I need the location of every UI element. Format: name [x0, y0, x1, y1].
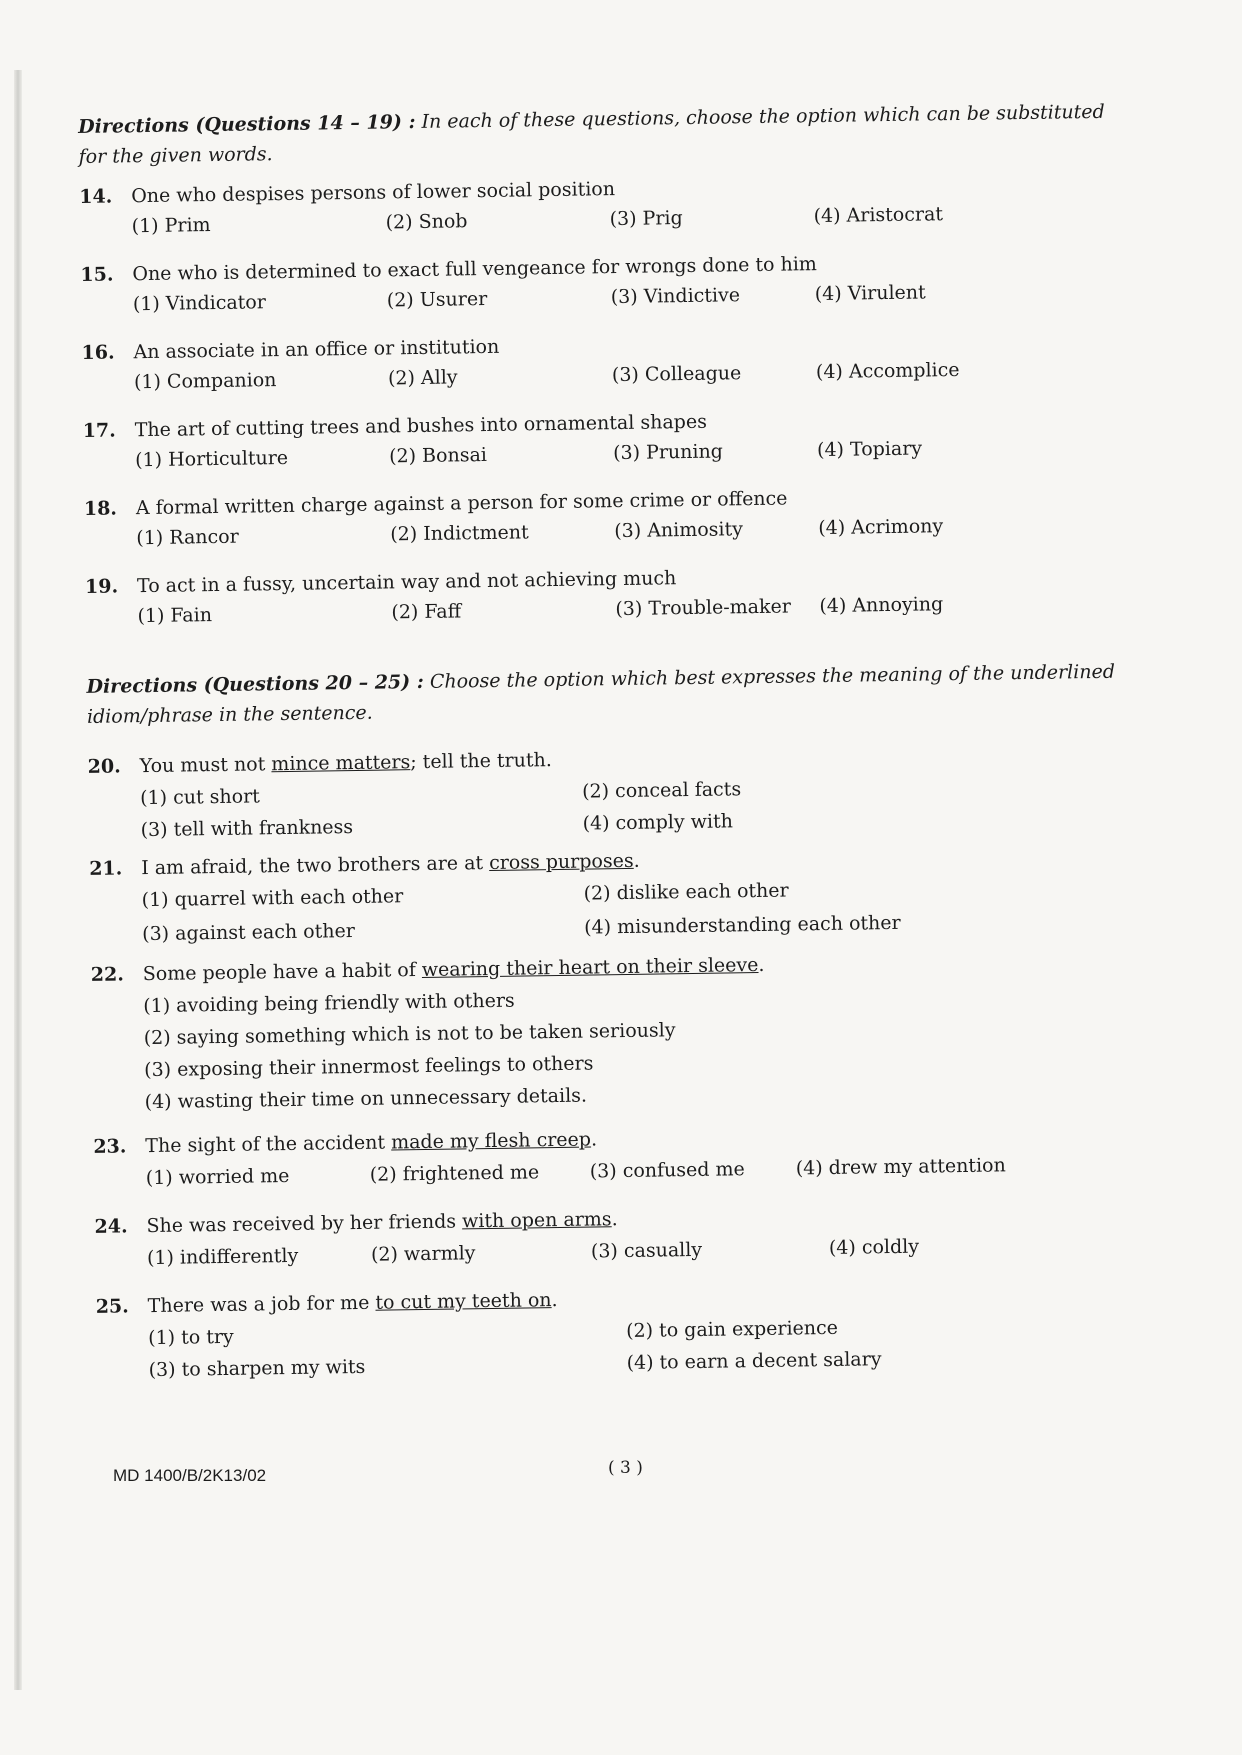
- question-number: 14.: [79, 185, 113, 208]
- option-2: (2) warmly: [370, 1242, 476, 1266]
- directions-heading: Directions (Questions 20 – 25) :: [86, 670, 424, 698]
- question-20: [87, 741, 1128, 842]
- question-number: 16.: [81, 341, 115, 364]
- question-19: [84, 561, 1125, 628]
- option-3: (3) to sharpen my wits: [148, 1355, 366, 1382]
- option-1: (1) cut short: [140, 785, 260, 810]
- option-4: (4) to earn a decent salary: [626, 1348, 882, 1374]
- option-4: (4) Aristocrat: [813, 203, 944, 228]
- underlined-phrase: made my flesh creep: [390, 1128, 592, 1154]
- option-2: (2) to gain experience: [625, 1316, 839, 1343]
- option-4: (4) drew my attention: [795, 1154, 1006, 1180]
- question-21: [89, 842, 1129, 946]
- option-3: (3) casually: [590, 1238, 703, 1263]
- question-number: 25.: [95, 1295, 129, 1318]
- binding-shadow: [14, 70, 22, 1690]
- option-4: (4) coldly: [828, 1235, 920, 1259]
- option-2: (2) Indictment: [390, 521, 529, 546]
- option-3: (3) Pruning: [612, 440, 724, 465]
- option-1: (1) Rancor: [136, 525, 239, 550]
- underlined-phrase: mince matters: [271, 751, 411, 776]
- underlined-phrase: to cut my teeth on: [375, 1289, 552, 1314]
- option-1: (1) worried me: [145, 1164, 290, 1190]
- option-2: (2) Ally: [387, 366, 458, 390]
- question-24: [94, 1200, 1134, 1270]
- option-4: (4) comply with: [582, 810, 734, 835]
- option-3: (3) Prig: [609, 207, 683, 231]
- option-2: (2) conceal facts: [581, 778, 742, 803]
- question-text: One who is determined to exact full vengeance for wrongs done to him: [132, 253, 818, 286]
- question-text: I am afraid, the two brothers are at cross purposes.: [141, 849, 640, 880]
- option-3: (3) Trouble-maker: [615, 595, 792, 621]
- option-4: (4) Virulent: [814, 281, 926, 306]
- option-4: (4) misunderstanding each other: [583, 911, 901, 939]
- question-number: 18.: [83, 497, 118, 520]
- option-2: (2) dislike each other: [583, 879, 789, 905]
- question-sheet: [78, 96, 1128, 1382]
- option-2: (2) Bonsai: [388, 443, 488, 468]
- question-text: There was a job for me to cut my teeth on.: [147, 1289, 558, 1318]
- option-1: (1) Prim: [131, 214, 211, 238]
- question-number: 20.: [87, 755, 121, 778]
- question-text: Some people have a habit of wearing their heart on their sleeve.: [142, 953, 765, 986]
- option-4: (4) Acrimony: [818, 515, 944, 540]
- option-4: (4) Annoying: [819, 593, 944, 618]
- directions-block: [86, 657, 1127, 732]
- option-1: (1) Companion: [133, 369, 277, 394]
- question-number: 24.: [94, 1215, 128, 1238]
- question-number: 17.: [82, 419, 116, 442]
- question-number: 15.: [80, 263, 114, 286]
- option-2: (2) Snob: [385, 210, 468, 234]
- question-text: You must not mince matters; tell the truth.: [139, 749, 552, 778]
- option-3: (3) Animosity: [614, 518, 744, 543]
- page-number: ( 3 ): [608, 1458, 643, 1478]
- question-17: [82, 405, 1123, 472]
- question-text: The art of cutting trees and bushes into ornamental shapes: [134, 410, 708, 442]
- option-3: (3) exposing their innermost feelings to others: [144, 1052, 594, 1082]
- option-2: (2) Faff: [391, 600, 462, 624]
- directions-text: Choose the option which best expresses the meaning of the underlined idiom/phrase in the sentence.: [86, 660, 1116, 728]
- question-16: [81, 327, 1121, 394]
- directions-block: [78, 97, 1119, 172]
- question-22: [90, 948, 1131, 1114]
- question-number: 19.: [84, 575, 119, 598]
- option-2: (2) frightened me: [369, 1161, 540, 1186]
- underlined-phrase: wearing their heart on their sleeve: [421, 954, 759, 981]
- question-text: She was received by her friends with open arms.: [146, 1208, 618, 1238]
- directions-heading: Directions (Questions 14 – 19) :: [78, 110, 416, 138]
- option-3: (3) Vindictive: [610, 284, 741, 309]
- question-25: [95, 1280, 1136, 1382]
- option-1: (1) avoiding being friendly with others: [143, 989, 515, 1018]
- underlined-phrase: with open arms: [461, 1208, 612, 1233]
- option-4: (4) Accomplice: [815, 358, 960, 384]
- question-number: 22.: [90, 963, 125, 986]
- question-text: The sight of the accident made my flesh creep.: [145, 1128, 598, 1158]
- question-15: [80, 249, 1120, 316]
- underlined-phrase: cross purposes: [488, 849, 634, 874]
- option-2: (2) saying something which is not to be taken seriously: [143, 1019, 676, 1050]
- question-text: To act in a fussy, uncertain way and not achieving much: [136, 567, 677, 598]
- option-1: (1) Vindicator: [132, 291, 267, 316]
- option-2: (2) Usurer: [386, 287, 488, 312]
- question-number: 21.: [89, 857, 123, 880]
- question-text: An associate in an office or institution: [133, 335, 500, 364]
- option-4: (4) Topiary: [816, 437, 923, 462]
- option-3: (3) tell with frankness: [140, 815, 354, 842]
- option-3: (3) Colleague: [611, 362, 742, 387]
- directions-text: In each of these questions, choose the option which can be substituted for the given words.: [78, 100, 1105, 168]
- question-14: [79, 171, 1119, 238]
- question-number: 23.: [93, 1135, 127, 1158]
- option-1: (1) indifferently: [146, 1244, 299, 1270]
- option-4: (4) wasting their time on unnecessary details.: [144, 1084, 588, 1114]
- option-1: (1) Horticulture: [135, 446, 289, 472]
- option-1: (1) Fain: [137, 604, 213, 628]
- option-3: (3) confused me: [589, 1158, 745, 1183]
- question-18: [83, 483, 1124, 550]
- paper-code: MD 1400/B/2K13/02: [113, 1466, 267, 1485]
- question-23: [93, 1120, 1133, 1190]
- option-3: (3) against each other: [142, 919, 355, 946]
- option-1: (1) quarrel with each other: [141, 885, 404, 912]
- question-text: One who despises persons of lower social position: [131, 178, 616, 208]
- question-text: A formal written charge against a person for some crime or offence: [135, 487, 788, 520]
- option-1: (1) to try: [148, 1325, 234, 1350]
